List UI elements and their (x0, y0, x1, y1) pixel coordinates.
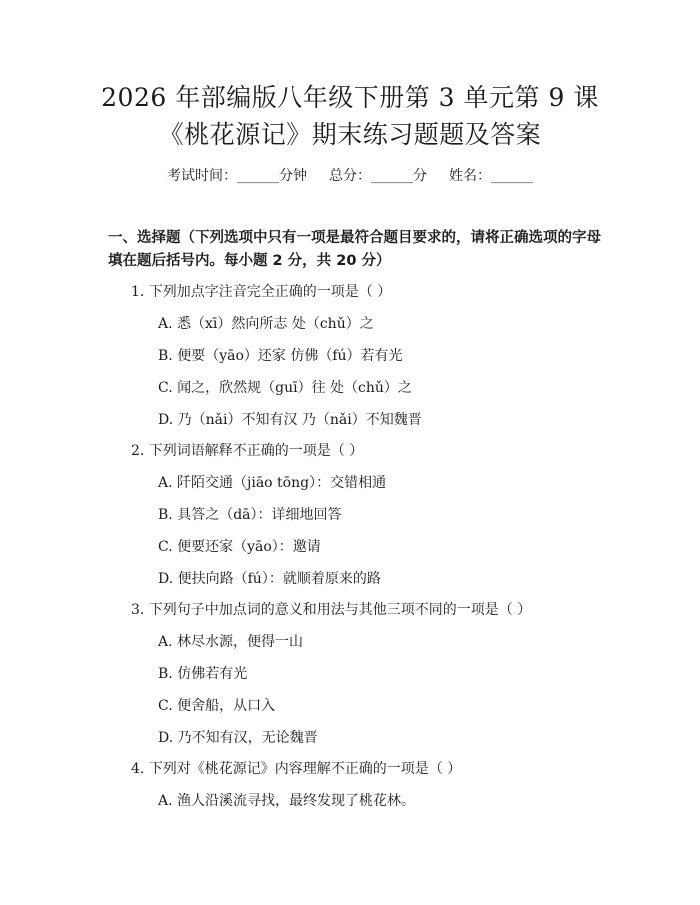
exam-time-field: 考试时间：______分钟 (167, 168, 307, 184)
student-name-field: 姓名：______ (449, 168, 533, 184)
question-option: A. 渔人沿溪流寻找，最终发现了桃花林。 (158, 793, 416, 809)
question-stem: 3. 下列句子中加点词的意义和用法与其他三项不同的一项是（ ） (131, 602, 532, 618)
question-option: C. 便要还家（yāo）：邀请 (158, 539, 321, 555)
question-option: D. 乃（nǎi）不知有汉 乃（nǎi）不知魏晋 (158, 412, 422, 428)
question-option: D. 便扶向路（fú）：就顺着原来的路 (158, 571, 381, 587)
document-title-line2: 《桃花源记》期末练习题题及答案 (158, 120, 542, 149)
question-option: B. 便要（yāo）还家 仿佛（fú）若有光 (158, 348, 403, 364)
question-option: C. 闻之，欣然规（guī）往 处（chǔ）之 (158, 380, 412, 396)
question-stem: 4. 下列对《桃花源记》内容理解不正确的一项是（ ） (131, 761, 462, 777)
section-heading: 一、选择题（下列选项中只有一项是最符合题目要求的，请将正确选项的字母填在题后括号内。每小题 2 分，共 20 分） (108, 230, 601, 269)
exam-info-row (0, 166, 700, 186)
question-option: A. 林尽水源，便得一山 (158, 634, 304, 650)
question-option: B. 仿佛若有光 (158, 666, 248, 682)
document-title-line1: 2026 年部编版八年级下册第 3 单元第 9 课 (101, 83, 599, 112)
question-option: A. 悉（xī）然向所志 处（chǔ）之 (158, 316, 374, 332)
question-option: A. 阡陌交通（jiāo tōng）：交错相通 (158, 475, 387, 491)
question-stem: 1. 下列加点字注音完全正确的一项是（ ） (131, 284, 392, 300)
question-option: C. 便舍船，从口入 (158, 698, 276, 714)
question-stem: 2. 下列词语解释不正确的一项是（ ） (131, 443, 364, 459)
question-option: B. 具答之（dā）：详细地回答 (158, 507, 342, 523)
total-score-field: 总分：______分 (329, 168, 427, 184)
question-option: D. 乃不知有汉，无论魏晋 (158, 730, 318, 746)
